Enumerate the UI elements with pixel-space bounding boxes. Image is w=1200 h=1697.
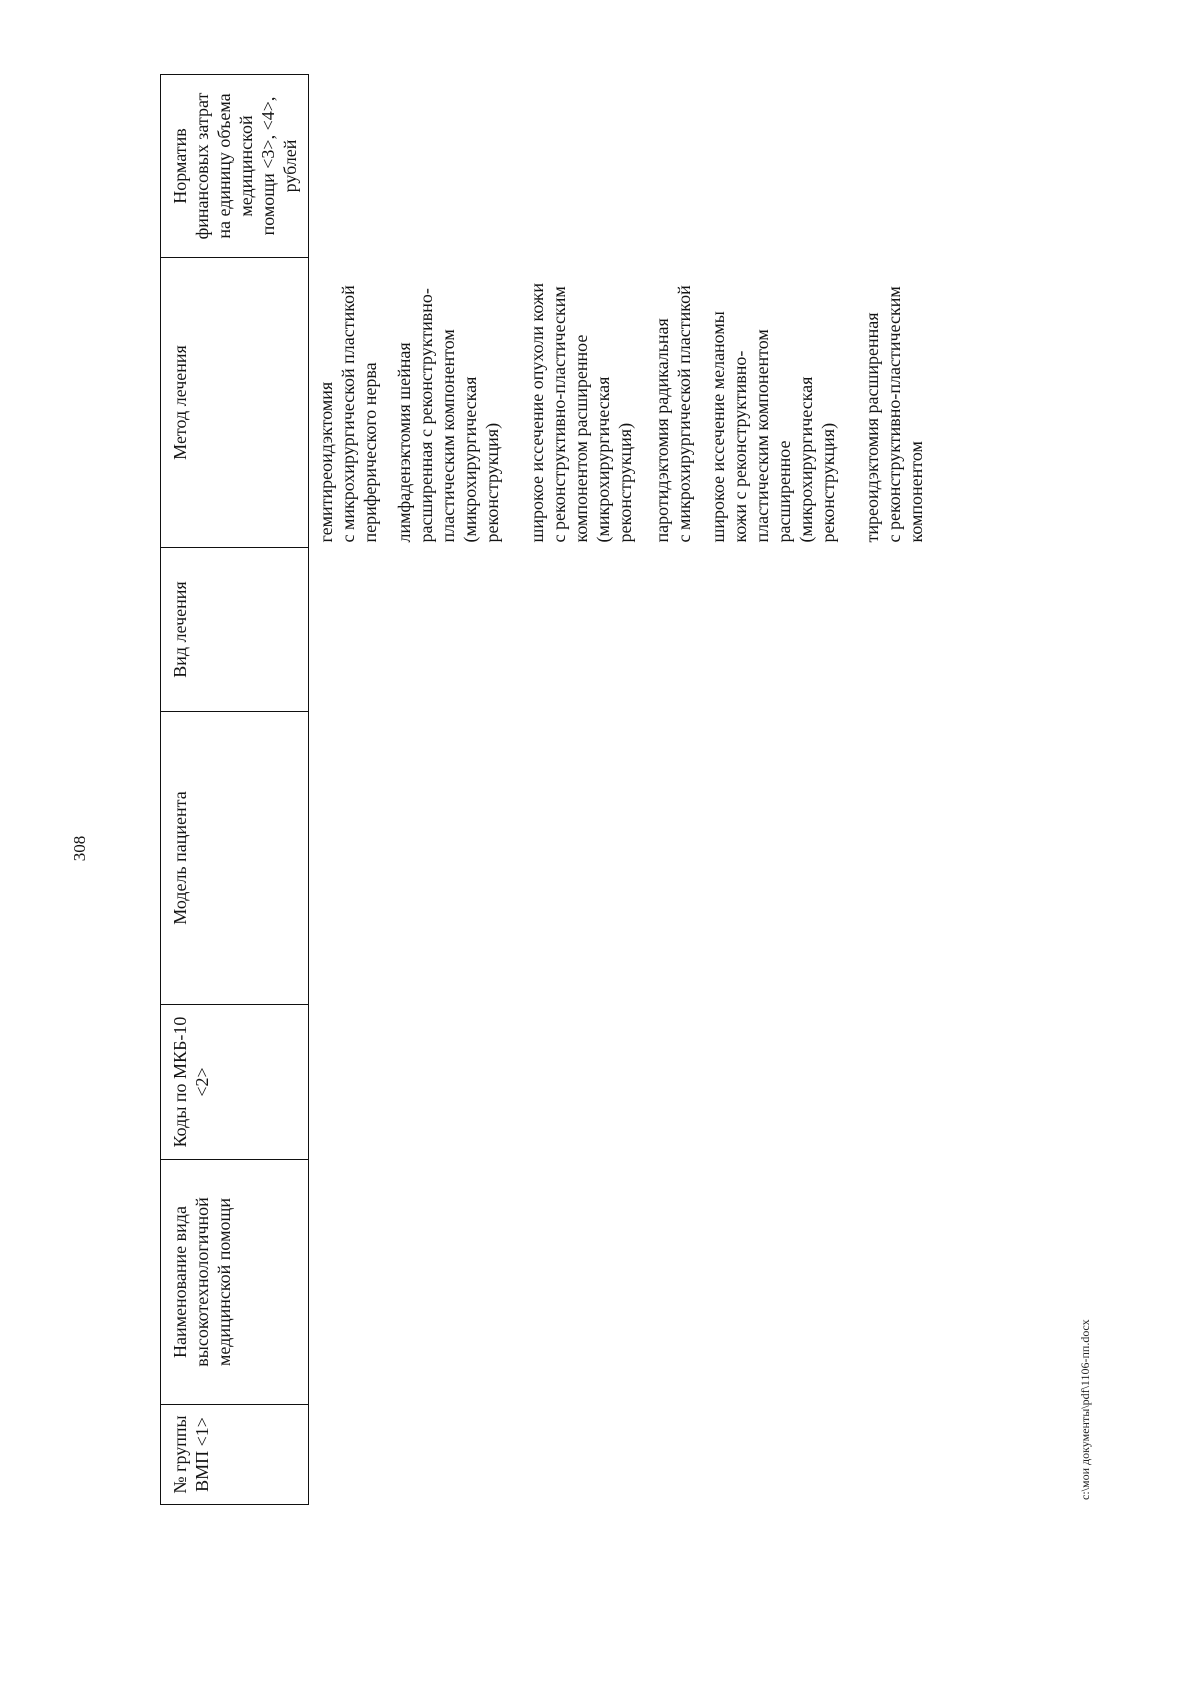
text-line: расширенное bbox=[774, 440, 794, 543]
text-line: рублей bbox=[280, 139, 300, 193]
table-body-row bbox=[309, 75, 928, 1505]
text-line: пластическим компонентом bbox=[752, 329, 772, 543]
text-line: № группы bbox=[170, 1415, 190, 1494]
text-line: медицинской bbox=[236, 115, 256, 217]
header-cell-cost-standard bbox=[161, 75, 309, 258]
treatment-method-entry bbox=[861, 263, 927, 543]
text-line: реконструкция) bbox=[818, 422, 838, 543]
text-line: расширенная с реконструктивно- bbox=[416, 288, 436, 543]
text-line: реконструкция) bbox=[615, 422, 635, 543]
cell-treatment-type bbox=[309, 548, 928, 712]
text-line: тиреоидэктомия расширенная bbox=[862, 312, 882, 543]
cell-icd10-codes bbox=[309, 1005, 928, 1160]
footer-file-path: c:\мои документы\pdf\1106-пп.docx bbox=[1078, 1319, 1092, 1500]
treatment-method-entry bbox=[707, 263, 839, 543]
text-line: ВМП <1> bbox=[192, 1417, 212, 1492]
cell-treatment-method bbox=[309, 258, 928, 548]
header-cell-treatment-method bbox=[161, 258, 309, 548]
text-line: Коды по МКБ-10 bbox=[170, 1016, 190, 1148]
text-line: компонентом расширенное bbox=[571, 334, 591, 543]
text-line: гемитиреоидэктомия bbox=[316, 381, 336, 543]
page-number: 308 bbox=[70, 835, 89, 862]
cell-group-number bbox=[309, 1405, 928, 1505]
text-line: помощи <3>, <4>, bbox=[258, 96, 278, 236]
text-line: периферического нерва bbox=[360, 362, 380, 543]
cell-patient-model bbox=[309, 712, 928, 1005]
text-line: Норматив bbox=[170, 128, 190, 204]
text-line: реконструкция) bbox=[482, 422, 502, 543]
text-line: финансовых затрат bbox=[192, 92, 212, 240]
treatment-method-entry bbox=[651, 263, 695, 543]
cell-cost-standard bbox=[309, 75, 928, 258]
text-line: пластическим компонентом bbox=[438, 329, 458, 543]
treatment-standards-table bbox=[160, 74, 927, 1505]
text-line: высокотехнологичной bbox=[192, 1197, 212, 1367]
cell-vmp-name bbox=[309, 1160, 928, 1405]
text-line: (микрохирургическая bbox=[593, 376, 613, 543]
text-line: лимфаденэктомия шейная bbox=[394, 342, 414, 543]
text-line: Наименование вида bbox=[170, 1206, 190, 1358]
header-cell-patient-model bbox=[161, 712, 309, 1005]
treatment-method-entry bbox=[393, 263, 503, 543]
text-line: Модель пациента bbox=[170, 791, 190, 925]
text-line: с микрохирургической пластикой bbox=[338, 285, 358, 543]
text-line: (микрохирургическая bbox=[796, 376, 816, 543]
text-line: кожи с реконструктивно- bbox=[730, 350, 750, 543]
text-line: с микрохирургической пластикой bbox=[674, 285, 694, 543]
text-line: с реконструктивно-пластическим bbox=[549, 286, 569, 543]
header-cell-icd10-codes bbox=[161, 1005, 309, 1160]
header-cell-treatment-type bbox=[161, 548, 309, 712]
text-line: широкое иссечение меланомы bbox=[708, 311, 728, 543]
text-line: широкое иссечение опухоли кожи bbox=[527, 283, 547, 543]
treatment-method-entry bbox=[526, 263, 636, 543]
text-line: Метод лечения bbox=[170, 345, 190, 460]
text-line: (микрохирургическая bbox=[460, 376, 480, 543]
text-line: компонентом bbox=[906, 441, 926, 543]
header-cell-vmp-name bbox=[161, 1160, 309, 1405]
treatment-method-entry bbox=[315, 263, 381, 543]
text-line: паротидэктомия радикальная bbox=[652, 318, 672, 543]
text-line: <2> bbox=[192, 1067, 212, 1097]
header-cell-group-number bbox=[161, 1405, 309, 1505]
text-line: с реконструктивно-пластическим bbox=[884, 286, 904, 543]
text-line: медицинской помощи bbox=[214, 1198, 234, 1366]
text-line: Вид лечения bbox=[170, 581, 190, 678]
text-line: на единицу объема bbox=[214, 93, 234, 239]
table-header-row bbox=[161, 75, 309, 1505]
